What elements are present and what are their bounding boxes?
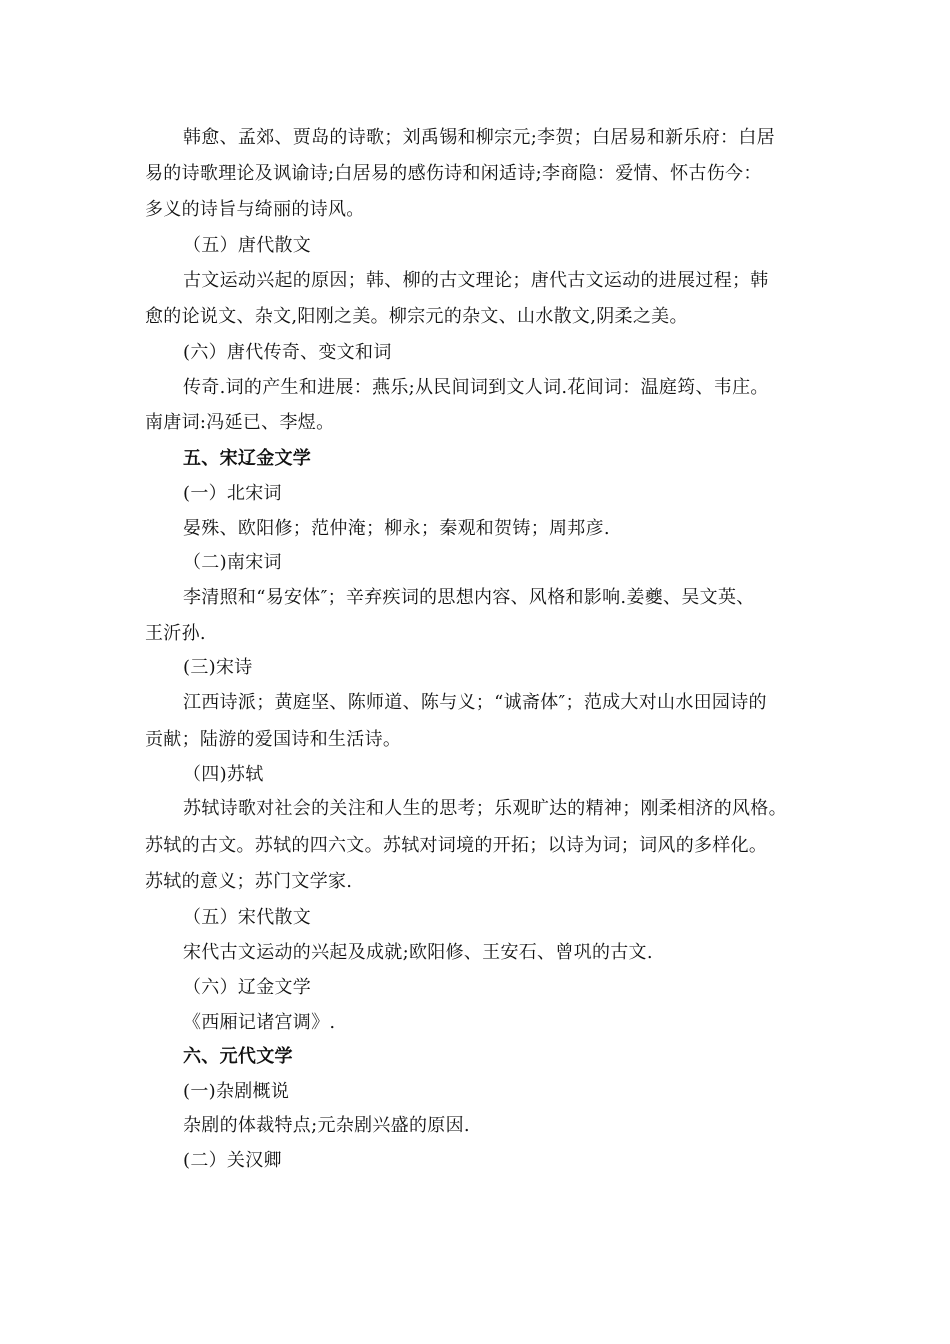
- body-text-line: 李清照和“易安体″；辛弃疾词的思想内容、风格和影响.姜夔、吴文英、: [183, 587, 755, 608]
- body-text-line: 贡献；陆游的爱国诗和生活诗。: [145, 729, 402, 750]
- body-text-line: 苏轼的意义；苏门文学家.: [145, 871, 353, 892]
- body-text-line: 杂剧的体裁特点;元杂剧兴盛的原因.: [183, 1115, 470, 1136]
- body-text-line: 苏轼诗歌对社会的关注和人生的思考；乐观旷达的精神；刚柔相济的风格。: [183, 798, 787, 819]
- subsection-heading: (三)宋诗: [183, 657, 253, 678]
- body-text-line: 传奇.词的产生和进展：燕乐;从民间词到文人词.花间词：温庭筠、韦庄。: [183, 377, 769, 398]
- body-text-line: 多义的诗旨与绮丽的诗风。: [145, 199, 365, 220]
- subsection-heading: (二）关汉卿: [183, 1150, 282, 1171]
- subsection-heading: （四)苏轼: [183, 764, 264, 785]
- subsection-heading: （五）唐代散文: [183, 235, 312, 256]
- subsection-heading: （二)南宋词: [183, 552, 282, 573]
- body-text-line: 古文运动兴起的原因；韩、柳的古文理论；唐代古文运动的进展过程；韩: [183, 270, 769, 291]
- subsection-heading: （六）辽金文学: [183, 977, 312, 998]
- body-text-line: 苏轼的古文。苏轼的四六文。苏轼对词境的开拓；以诗为词；词风的多样化。: [145, 835, 768, 856]
- body-text-line: 南唐词:冯延已、李煜。: [145, 412, 335, 433]
- body-text-line: 愈的论说文、杂文,阳刚之美。柳宗元的杂文、山水散文,阴柔之美。: [145, 306, 688, 327]
- body-text-line: 江西诗派；黄庭坚、陈师道、陈与义；“诚斋体″；范成大对山水田园诗的: [183, 692, 767, 713]
- body-text-line: 宋代古文运动的兴起及成就;欧阳修、王安石、曾巩的古文.: [183, 942, 653, 963]
- body-text-line: 《西厢记诸宫调》.: [183, 1012, 336, 1033]
- body-text-line: 王沂孙.: [145, 623, 206, 644]
- subsection-heading: (一)杂剧概说: [183, 1081, 290, 1102]
- body-text-line: 韩愈、孟郊、贾岛的诗歌；刘禹锡和柳宗元;李贺；白居易和新乐府：白居: [183, 127, 775, 148]
- body-text-line: 易的诗歌理论及讽谕诗;白居易的感伤诗和闲适诗;李商隐：爱情、怀古伤今：: [145, 163, 762, 184]
- subsection-heading: (六）唐代传奇、变文和词: [183, 342, 392, 363]
- subsection-heading: (一）北宋词: [183, 483, 282, 504]
- body-text-line: 晏殊、欧阳修；范仲淹；柳永；秦观和贺铸；周邦彦.: [183, 518, 610, 539]
- section-heading: 六、元代文学: [183, 1046, 293, 1067]
- subsection-heading: （五）宋代散文: [183, 907, 312, 928]
- section-heading: 五、宋辽金文学: [183, 448, 312, 469]
